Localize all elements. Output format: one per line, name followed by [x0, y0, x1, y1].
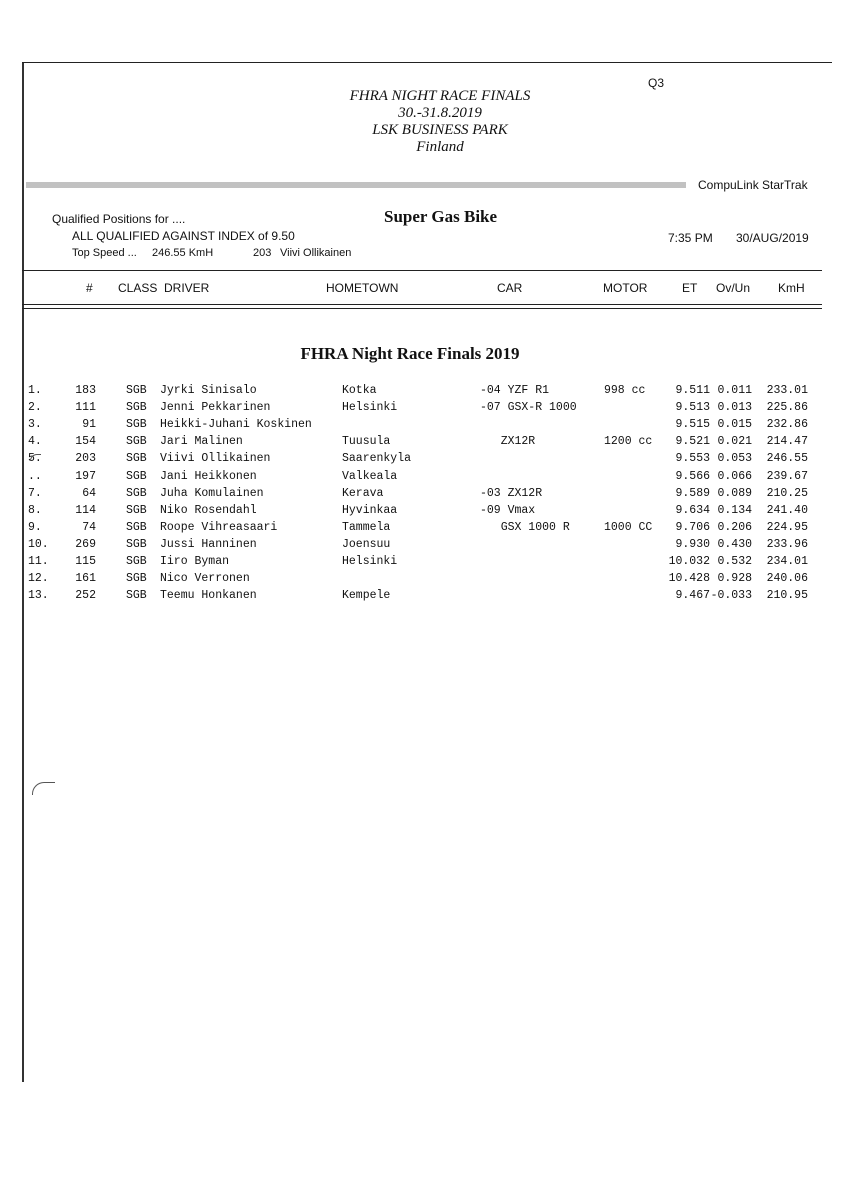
cell-hometown: Saarenkyla	[342, 452, 412, 466]
dotted-separator	[26, 182, 686, 188]
cell-num: 115	[75, 555, 96, 568]
table-row	[0, 435, 848, 452]
cell-ovun: 0.015	[717, 418, 752, 432]
cell-pos: 10.	[28, 537, 49, 551]
col-header-class: CLASS	[118, 281, 158, 295]
cell-ovun: 0.089	[717, 486, 752, 500]
cell-car: -04 YZF R1	[480, 384, 550, 397]
index-line: ALL QUALIFIED AGAINST INDEX of 9.50	[72, 229, 295, 243]
cell-ovun: -0.033	[710, 589, 752, 603]
cell-pos: 13.	[28, 589, 49, 603]
cell-car: -03 ZX12R	[480, 486, 543, 500]
cell-ovun: 0.021	[717, 435, 752, 449]
cell-kmh: 233.96	[766, 537, 808, 551]
header-divider-bottom-2	[22, 308, 822, 309]
cell-class: SGB	[126, 589, 147, 603]
cell-et: 9.930	[675, 537, 710, 551]
cell-ovun: 0.430	[717, 537, 752, 551]
cell-kmh: 233.01	[766, 384, 808, 397]
top-speed-value: 246.55 KmH	[152, 247, 214, 259]
cell-kmh: 210.95	[766, 589, 808, 603]
cell-ovun: 0.013	[717, 401, 752, 415]
cell-class: SGB	[126, 572, 147, 586]
cell-driver: Heikki-Juhani Koskinen	[160, 418, 312, 432]
cell-kmh: 225.86	[766, 401, 808, 415]
cell-class: SGB	[126, 555, 147, 568]
event-venue: LSK BUSINESS PARK	[372, 122, 508, 138]
cell-class: SGB	[126, 503, 147, 517]
top-speed-label: Top Speed ...	[72, 247, 137, 259]
cell-class: SGB	[126, 384, 147, 397]
cell-et: 10.428	[668, 572, 710, 586]
cell-ovun: 0.011	[717, 384, 752, 397]
cell-motor: 1200 cc	[604, 435, 653, 449]
cell-kmh: 232.86	[766, 418, 808, 432]
cell-kmh: 214.47	[766, 435, 808, 449]
cell-num: 74	[82, 520, 96, 534]
header-divider-bottom-1	[22, 304, 822, 305]
event-country: Finland	[416, 139, 464, 155]
cell-et: 9.634	[675, 503, 710, 517]
cell-et: 9.467	[675, 589, 710, 603]
top-border-line	[22, 62, 832, 63]
cell-et: 9.589	[675, 486, 710, 500]
print-date: 30/AUG/2019	[736, 231, 809, 245]
cell-et: 9.513	[675, 401, 710, 415]
cell-car: GSX 1000 R	[480, 520, 570, 534]
table-row	[0, 555, 848, 572]
cell-pos: 1.	[28, 384, 42, 397]
cell-driver: Roope Vihreasaari	[160, 520, 278, 534]
cell-driver: Juha Komulainen	[160, 486, 264, 500]
cell-num: 114	[75, 503, 96, 517]
cell-num: 252	[75, 589, 96, 603]
cell-hometown: Kotka	[342, 384, 377, 397]
cell-et: 9.553	[675, 452, 710, 466]
col-header-car: CAR	[497, 281, 523, 295]
cell-ovun: 0.928	[717, 572, 752, 586]
cell-driver: Teemu Honkanen	[160, 589, 257, 603]
class-name: Super Gas Bike	[384, 207, 498, 226]
cell-et: 9.521	[675, 435, 710, 449]
cell-ovun: 0.532	[717, 555, 752, 568]
cell-hometown: Helsinki	[342, 555, 398, 568]
cell-class: SGB	[126, 418, 147, 432]
cell-ovun: 0.066	[717, 469, 752, 483]
top-speed-driver: Viivi Ollikainen	[280, 247, 352, 259]
cell-kmh: 234.01	[766, 555, 808, 568]
cell-pos: 5.	[28, 452, 42, 466]
cell-kmh: 246.55	[766, 452, 808, 466]
cell-driver: Iiro Byman	[160, 555, 230, 568]
cell-hometown: Kempele	[342, 589, 391, 603]
cell-driver: Viivi Ollikainen	[160, 452, 271, 466]
cell-ovun: 0.206	[717, 520, 752, 534]
cell-hometown: Hyvinkaa	[342, 503, 398, 517]
cell-driver: Jenni Pekkarinen	[160, 401, 271, 415]
col-header-kmh: KmH	[778, 281, 805, 295]
scan-mark	[32, 782, 55, 795]
table-row	[0, 487, 848, 504]
col-header-et: ET	[682, 281, 698, 295]
cell-kmh: 239.67	[766, 469, 808, 483]
cell-class: SGB	[126, 469, 147, 483]
cell-hometown: Tammela	[342, 520, 391, 534]
col-header-hometown: HOMETOWN	[326, 281, 399, 295]
cell-hometown: Helsinki	[342, 401, 398, 415]
cell-num: 64	[82, 486, 96, 500]
col-header-motor: MOTOR	[603, 281, 648, 295]
header-divider-top	[22, 270, 822, 271]
cell-hometown: Kerava	[342, 486, 384, 500]
cell-motor: 1000 CC	[604, 520, 653, 534]
cell-num: 161	[75, 572, 96, 586]
cell-class: SGB	[126, 520, 147, 534]
cell-pos: 11.	[28, 555, 49, 568]
cell-num: 183	[75, 384, 96, 397]
event-title: FHRA NIGHT RACE FINALS	[349, 88, 531, 104]
col-header-num: #	[86, 281, 93, 295]
results-title: FHRA Night Race Finals 2019	[300, 344, 520, 363]
cell-et: 9.511	[675, 384, 710, 397]
cell-et: 9.566	[675, 469, 710, 483]
cell-motor: 998 cc	[604, 384, 646, 397]
col-header-ovun: Ov/Un	[716, 281, 751, 295]
cell-class: SGB	[126, 435, 147, 449]
brand-label: CompuLink StarTrak	[698, 178, 808, 192]
cell-ovun: 0.053	[717, 452, 752, 466]
print-time: 7:35 PM	[668, 231, 713, 245]
cell-num: 197	[75, 469, 96, 483]
cell-class: SGB	[126, 537, 147, 551]
cell-hometown: Joensuu	[342, 537, 391, 551]
table-row	[0, 572, 848, 589]
cell-driver: Niko Rosendahl	[160, 503, 257, 517]
cell-ovun: 0.134	[717, 503, 752, 517]
table-row	[0, 470, 848, 487]
event-dates: 30.-31.8.2019	[398, 105, 482, 121]
table-row	[0, 589, 848, 606]
cell-pos: 9.	[28, 520, 42, 534]
table-row	[0, 384, 848, 401]
cell-num: 203	[75, 452, 96, 466]
cell-pos: 8.	[28, 503, 42, 517]
table-row	[0, 401, 848, 418]
cell-kmh: 241.40	[766, 503, 808, 517]
cell-et: 10.032	[668, 555, 710, 568]
qualified-label: Qualified Positions for ....	[52, 212, 186, 226]
cell-class: SGB	[126, 401, 147, 415]
cell-num: 91	[82, 418, 96, 432]
cell-pos: 3.	[28, 418, 42, 432]
cell-class: SGB	[126, 452, 147, 466]
table-row	[0, 538, 848, 555]
cell-car: -07 GSX-R 1000	[480, 401, 577, 415]
cell-hometown: Valkeala	[342, 469, 398, 483]
cell-kmh: 210.25	[766, 486, 808, 500]
cell-car: ZX12R	[480, 435, 536, 449]
cell-et: 9.706	[675, 520, 710, 534]
cell-pos: ..	[28, 469, 42, 483]
cell-num: 269	[75, 537, 96, 551]
cell-driver: Jani Heikkonen	[160, 469, 257, 483]
cell-car: -09 Vmax	[480, 503, 536, 517]
cell-kmh: 240.06	[766, 572, 808, 586]
cell-num: 111	[75, 401, 96, 415]
cell-pos: 12.	[28, 572, 49, 586]
qualifier-label: Q3	[648, 76, 665, 90]
cell-driver: Jyrki Sinisalo	[160, 384, 257, 397]
cell-pos: 7.	[28, 486, 42, 500]
cell-pos: 4.	[28, 435, 42, 449]
table-row	[0, 504, 848, 521]
table-row	[0, 452, 848, 469]
top-speed-car: 203	[253, 247, 272, 259]
cell-num: 154	[75, 435, 96, 449]
cell-driver: Nico Verronen	[160, 572, 250, 586]
cell-hometown: Tuusula	[342, 435, 391, 449]
cell-kmh: 224.95	[766, 520, 808, 534]
cell-driver: Jari Malinen	[160, 435, 243, 449]
cell-class: SGB	[126, 486, 147, 500]
cell-pos: 2.	[28, 401, 42, 415]
col-header-driver: DRIVER	[164, 281, 210, 295]
cell-driver: Jussi Hanninen	[160, 537, 257, 551]
scan-mark-small	[30, 454, 41, 461]
table-row	[0, 521, 848, 538]
table-row	[0, 418, 848, 435]
cell-et: 9.515	[675, 418, 710, 432]
